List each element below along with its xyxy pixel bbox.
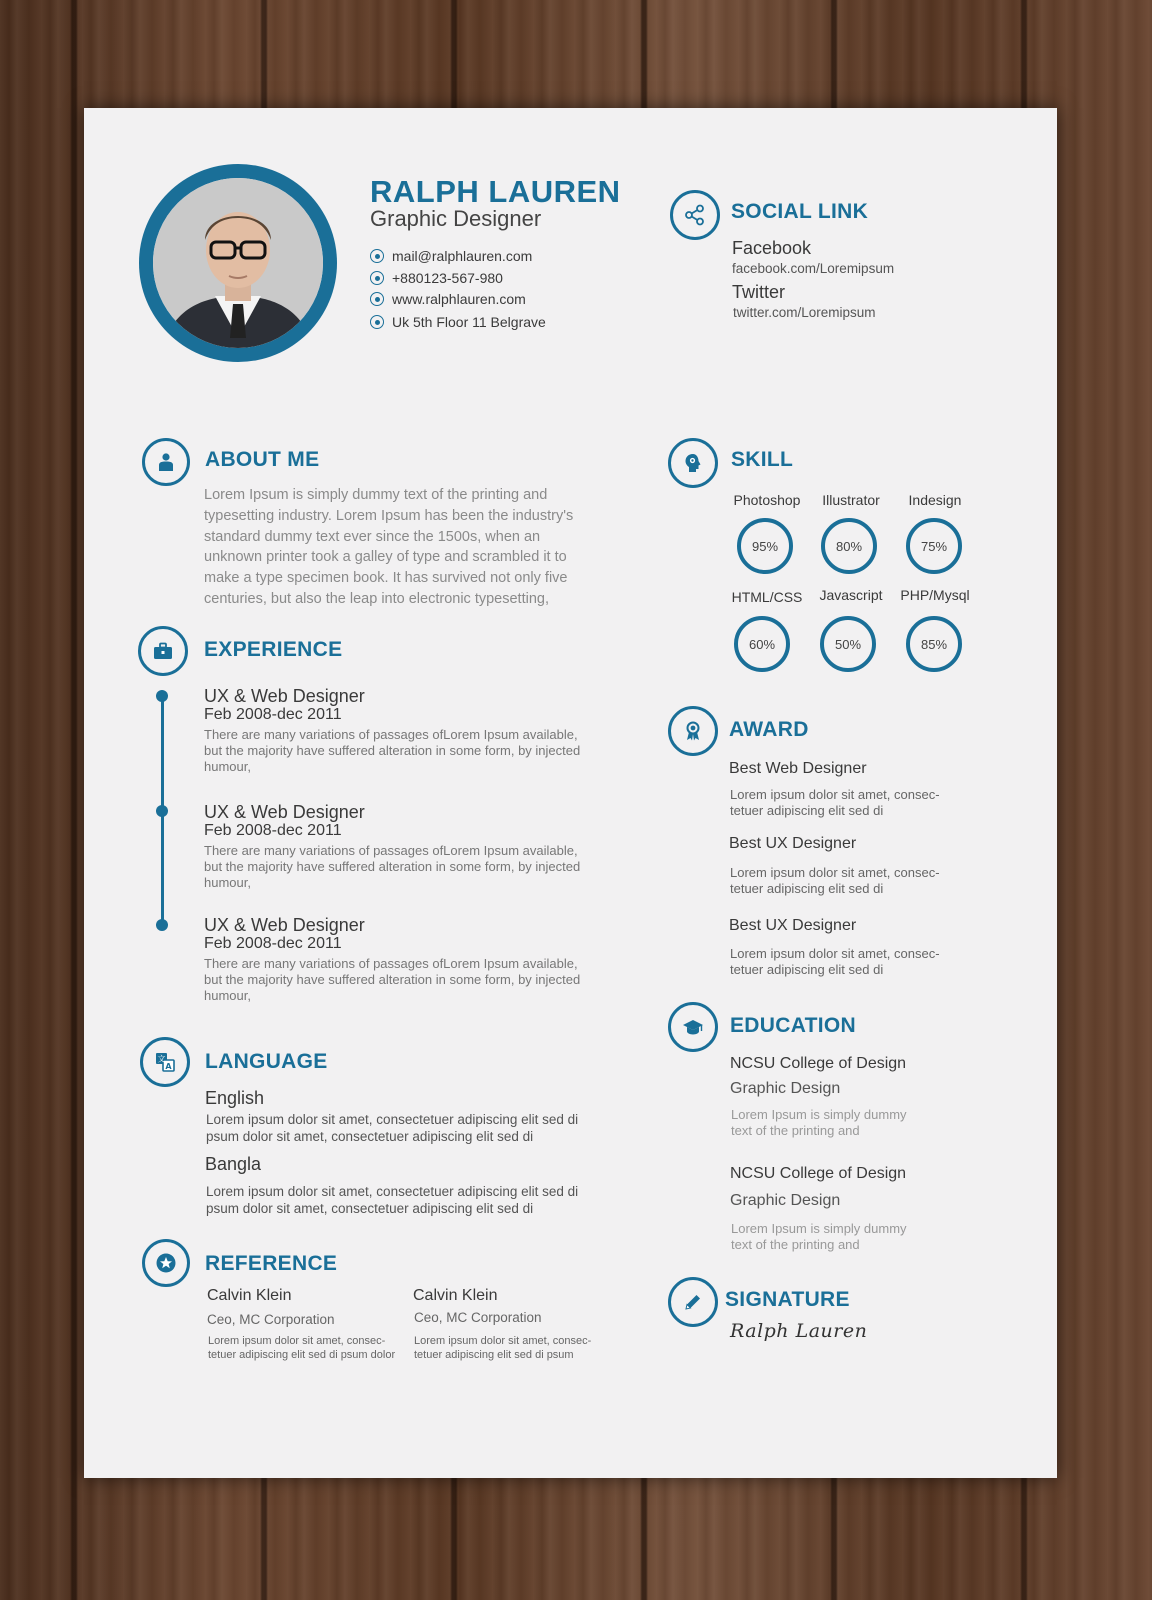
translate-icon: [140, 1037, 190, 1087]
description-line: Lorem ipsum dolor sit amet, consec-: [730, 787, 940, 802]
education-school: NCSU College of Design: [730, 1165, 907, 1182]
description-line: Lorem ipsum dolor sit amet, consectetuer adipiscing elit sed di: [206, 1184, 579, 1199]
globe-icon: [370, 292, 384, 306]
portrait-image: [153, 178, 323, 348]
skill-label-html-css: HTML/CSS: [731, 589, 803, 605]
description-line: tetuer adipiscing elit sed di psum: [414, 1349, 574, 1361]
experience-role: UX & Web Designer: [204, 915, 365, 935]
contact-website[interactable]: [370, 291, 526, 307]
contact-email[interactable]: [370, 248, 532, 264]
share-icon: [670, 190, 720, 240]
phone-text: +880123-567-980: [392, 270, 503, 286]
graduation-cap-icon: [668, 1002, 718, 1052]
language-name: Bangla: [205, 1154, 262, 1174]
about-line: standard dummy text ever since the 1500s, when an: [204, 528, 541, 545]
email-text: mail@ralphlauren.com: [392, 248, 533, 264]
experience-period: Feb 2008-dec 2011: [204, 935, 342, 952]
head-gear-icon: [668, 438, 718, 488]
facebook-link[interactable]: facebook.com/Loremipsum: [732, 261, 895, 276]
about-line: unknown printer took a galley of type and scrambled it to: [204, 549, 567, 566]
language-name: English: [205, 1088, 265, 1108]
skill-heading: SKILL: [731, 448, 794, 471]
description-line: humour,: [204, 759, 251, 774]
description-line: Lorem ipsum dolor sit amet, consectetuer adipiscing elit sed di: [206, 1112, 579, 1127]
skill-ring-photoshop: 95%: [737, 518, 793, 574]
description-line: text of the printing and: [731, 1123, 860, 1138]
skill-label-php-mysql: PHP/Mysql: [900, 587, 970, 603]
education-description: [731, 1221, 907, 1253]
education-description: [731, 1107, 907, 1139]
language-heading: LANGUAGE: [205, 1050, 328, 1073]
address-text: Uk 5th Floor 11 Belgrave: [392, 314, 546, 330]
description-line: but the majority have suffered alteration in some form, by injected: [204, 859, 581, 874]
description-line: tetuer adipiscing elit sed di: [730, 962, 884, 977]
skill-ring-javascript: 50%: [820, 616, 876, 672]
award-name: Best UX Designer: [729, 917, 857, 934]
timeline-dot: [156, 805, 168, 817]
skill-label-illustrator: Illustrator: [822, 492, 880, 508]
description-line: Lorem Ipsum is simply dummy: [731, 1221, 907, 1236]
award-description: [730, 865, 940, 897]
description-line: Lorem ipsum dolor sit amet, consec-: [208, 1335, 386, 1347]
education-field: Graphic Design: [730, 1080, 841, 1097]
description-line: There are many variations of passages ofLorem Ipsum available,: [204, 727, 578, 742]
phone-icon: [370, 271, 384, 285]
description-line: There are many variations of passages ofLorem Ipsum available,: [204, 956, 578, 971]
skill-ring-php-mysql: 85%: [906, 616, 962, 672]
experience-period: Feb 2008-dec 2011: [204, 706, 342, 723]
experience-description: [204, 843, 580, 891]
resume-page: [84, 108, 1057, 1478]
reference-company: Ceo, MC Corporation: [414, 1310, 542, 1325]
award-heading: AWARD: [729, 718, 809, 741]
skill-ring-html-css: 60%: [734, 616, 790, 672]
experience-item: [204, 915, 580, 1004]
website-text: www.ralphlauren.com: [392, 291, 526, 307]
skill-label-photoshop: Photoshop: [733, 492, 801, 508]
about-me-text: [204, 485, 624, 610]
description-line: but the majority have suffered alteration in some form, by injected: [204, 972, 581, 987]
reference-name: Calvin Klein: [207, 1287, 292, 1304]
twitter-link[interactable]: twitter.com/Loremipsum: [733, 305, 876, 320]
name-heading: RALPH LAUREN: [370, 174, 621, 209]
education-school: NCSU College of Design: [730, 1055, 907, 1072]
experience-role: UX & Web Designer: [204, 686, 365, 706]
award-description: [730, 787, 940, 819]
about-line: Lorem Ipsum is simply dummy text of the printing and: [204, 487, 548, 503]
mail-icon: [370, 249, 384, 263]
description-line: Lorem ipsum dolor sit amet, consec-: [730, 865, 940, 880]
briefcase-icon: [138, 626, 188, 676]
twitter-label: Twitter: [732, 282, 786, 302]
about-line: typesetting industry. Lorem Ipsum has been the industry's: [204, 507, 574, 524]
user-icon: [142, 438, 190, 486]
about-line: centuries, but also the leap into electronic typesetting,: [204, 590, 549, 607]
svg-text:文: 文: [157, 1054, 166, 1064]
facebook-label: Facebook: [732, 238, 812, 258]
location-icon: [370, 315, 384, 329]
education-heading: EDUCATION: [730, 1014, 856, 1037]
award-name: Best Web Designer: [729, 760, 867, 777]
description-line: but the majority have suffered alteration in some form, by injected: [204, 743, 581, 758]
reference-company: Ceo, MC Corporation: [207, 1312, 335, 1327]
description-line: humour,: [204, 875, 251, 890]
description-line: Lorem ipsum dolor sit amet, consec-: [414, 1335, 592, 1347]
education-field: Graphic Design: [730, 1192, 841, 1209]
reference-description: [414, 1334, 591, 1362]
skill-ring-illustrator: 80%: [821, 518, 877, 574]
star-icon: [142, 1239, 190, 1287]
description-line: There are many variations of passages ofLorem Ipsum available,: [204, 843, 578, 858]
job-title: Graphic Designer: [370, 206, 542, 231]
experience-description: [204, 956, 580, 1004]
experience-item: [204, 686, 580, 775]
experience-item: [204, 802, 580, 891]
description-line: humour,: [204, 988, 251, 1003]
svg-text:A: A: [165, 1062, 172, 1071]
reference-heading: REFERENCE: [205, 1252, 338, 1275]
description-line: tetuer adipiscing elit sed di: [730, 881, 884, 896]
avatar: [153, 178, 323, 348]
reference-name: Calvin Klein: [413, 1287, 498, 1304]
description-line: Lorem ipsum dolor sit amet, consec-: [730, 946, 940, 961]
description-line: text of the printing and: [731, 1237, 860, 1252]
experience-role: UX & Web Designer: [204, 802, 365, 822]
description-line: psum dolor sit amet, consectetuer adipiscing elit sed di: [206, 1200, 534, 1216]
contact-phone[interactable]: [370, 270, 503, 286]
award-name: Best UX Designer: [729, 835, 857, 852]
pencil-icon: [668, 1277, 718, 1327]
social-link-heading: SOCIAL LINK: [731, 200, 869, 223]
language-description: [206, 1184, 578, 1217]
about-me-heading: ABOUT ME: [205, 448, 320, 471]
about-line: make a type specimen book. It has survived not only five: [204, 570, 568, 587]
contact-address: [370, 314, 546, 330]
language-description: [206, 1112, 578, 1145]
award-ribbon-icon: [668, 706, 718, 756]
skill-ring-indesign: 75%: [906, 518, 962, 574]
experience-description: [204, 727, 580, 775]
description-line: Lorem Ipsum is simply dummy: [731, 1107, 907, 1122]
award-description: [730, 946, 940, 978]
reference-description: [208, 1334, 395, 1362]
experience-heading: EXPERIENCE: [204, 638, 343, 661]
skill-label-javascript: Javascript: [819, 587, 883, 603]
timeline-dot: [156, 690, 168, 702]
description-line: psum dolor sit amet, consectetuer adipiscing elit sed di: [206, 1128, 534, 1144]
signature-script: Ralph Lauren: [730, 1320, 868, 1342]
skill-label-indesign: Indesign: [908, 492, 962, 508]
profile-photo-frame: [139, 164, 337, 362]
signature-heading: SIGNATURE: [725, 1288, 850, 1311]
description-line: tetuer adipiscing elit sed di psum dolor: [208, 1349, 396, 1361]
experience-period: Feb 2008-dec 2011: [204, 822, 342, 839]
timeline-dot: [156, 919, 168, 931]
description-line: tetuer adipiscing elit sed di: [730, 803, 884, 818]
